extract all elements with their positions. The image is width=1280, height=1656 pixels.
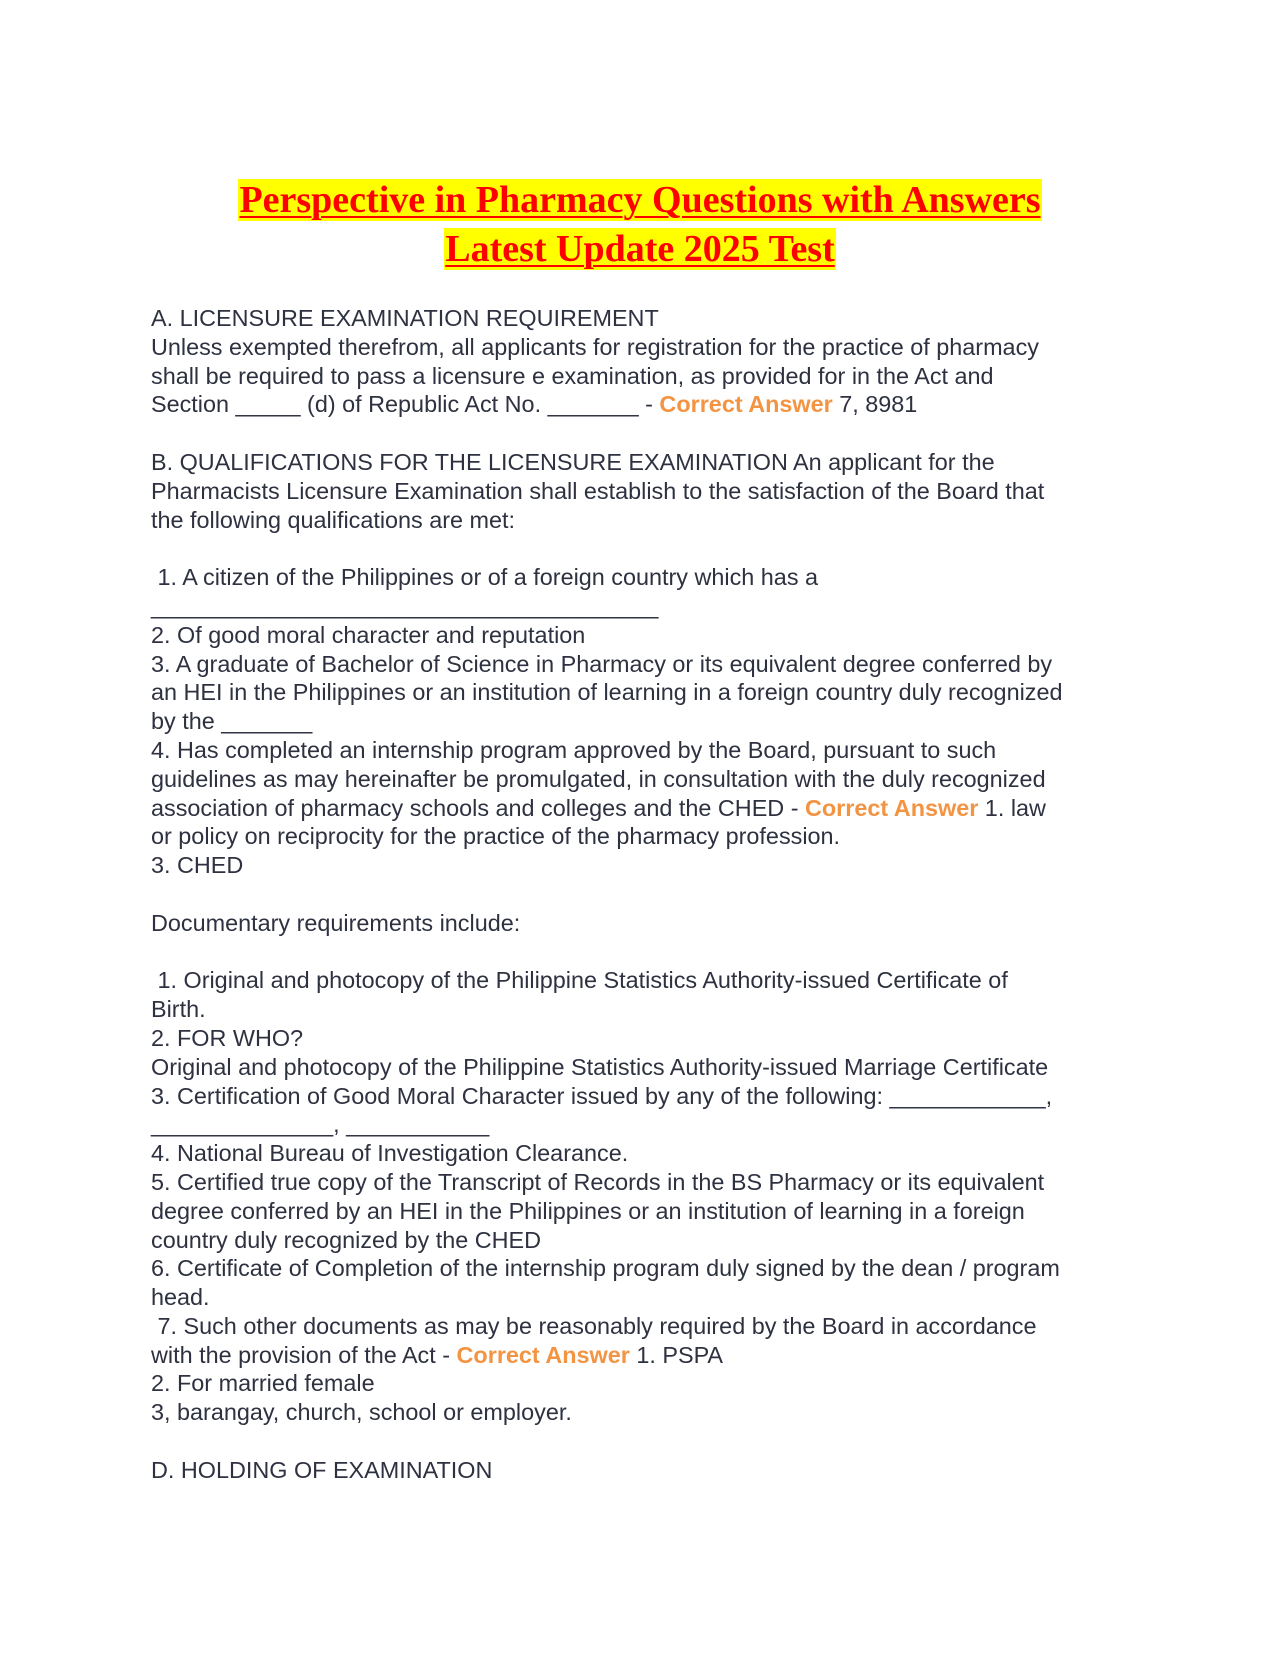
section-c-item: 6. Certificate of Completion of the internship program duly signed by the dean / program [151, 1255, 1060, 1282]
section-d-heading: D. HOLDING OF EXAMINATION [151, 1456, 493, 1483]
question-text: with the provision of the Act - [151, 1341, 457, 1368]
section-a-question-line: Unless exempted therefrom, all applicants for registration for the practice of pharmacy [151, 333, 1039, 360]
blank-line [151, 419, 1141, 448]
section-a-question-line: shall be required to pass a licensure e examination, as provided for in the Act and [151, 362, 994, 389]
section-b-item: 4. Has completed an internship program approved by the Board, pursuant to such [151, 736, 997, 763]
section-c-line: country duly recognized by the CHED [151, 1226, 542, 1253]
answer-text: 1. law [978, 794, 1046, 821]
title-line-2: Latest Update 2025 Test [445, 228, 835, 270]
section-b-item: 2. Of good moral character and reputation [151, 621, 586, 648]
section-c-line: Original and photocopy of the Philippine Statistics Authority-issued Marriage Certificate [151, 1053, 1049, 1080]
section-c-line: head. [151, 1284, 210, 1311]
document-body [151, 304, 1141, 1485]
section-b-line: an HEI in the Philippines or an institution of learning in a foreign country duly recognized [151, 679, 1063, 706]
section-c-item: 2. FOR WHO? [151, 1024, 304, 1051]
blank-line [151, 880, 1141, 909]
section-c-heading: Documentary requirements include: [151, 909, 521, 936]
section-c-item: 5. Certified true copy of the Transcript of Records in the BS Pharmacy or its equivalent [151, 1168, 1045, 1195]
correct-answer-label: Correct Answer [804, 794, 979, 821]
blank-line [151, 534, 1141, 563]
section-b-line: Pharmacists Licensure Examination shall establish to the satisfaction of the Board that [151, 477, 1045, 504]
section-b-blank-fill: _______________________________________ [151, 592, 659, 619]
section-b-line: guidelines as may hereinafter be promulgated, in consultation with the duly recognized [151, 765, 1046, 792]
section-b-heading: B. QUALIFICATIONS FOR THE LICENSURE EXAMINATION An applicant for the [151, 448, 995, 475]
title-line-1: Perspective in Pharmacy Questions with Answers [239, 179, 1041, 221]
correct-answer-label: Correct Answer [456, 1341, 630, 1368]
section-c-blank-fill: ______________, ___________ [151, 1111, 490, 1138]
section-c-answer-line [151, 1341, 1141, 1370]
section-c-answer-line: 2. For married female [151, 1370, 375, 1397]
section-b-answer-line [151, 794, 1141, 823]
section-a-heading: A. LICENSURE EXAMINATION REQUIREMENT [151, 305, 659, 331]
section-c-line: degree conferred by an HEI in the Philippines or an institution of learning in a foreign [151, 1197, 1025, 1224]
section-c-line: Birth. [151, 996, 206, 1023]
document-title [150, 176, 1130, 274]
blank-line [151, 1427, 1141, 1456]
section-c-item: 1. Original and photocopy of the Philippine Statistics Authority-issued Certificate of [151, 967, 1008, 994]
answer-text: 7, 8981 [832, 391, 918, 418]
question-text: Section _____ (d) of Republic Act No. _______ - [151, 391, 660, 418]
blank-line [151, 938, 1141, 967]
correct-answer-label: Correct Answer [659, 391, 833, 418]
question-text: association of pharmacy schools and colleges and the CHED - [151, 794, 805, 821]
section-b-answer-line: or policy on reciprocity for the practice of the pharmacy profession. [151, 823, 841, 850]
section-c-answer-line: 3, barangay, church, school or employer. [151, 1399, 572, 1426]
section-b-item: 3. A graduate of Bachelor of Science in Pharmacy or its equivalent degree conferred by [151, 650, 1053, 677]
section-c-item: 7. Such other documents as may be reasonably required by the Board in accordance [151, 1312, 1037, 1339]
section-b-line: by the _______ [151, 708, 313, 735]
answer-text: 1. PSPA [629, 1341, 724, 1368]
section-a-question-answer-line [151, 390, 1141, 419]
section-b-item: 1. A citizen of the Philippines or of a foreign country which has a [151, 564, 819, 591]
section-b-line: the following qualifications are met: [151, 506, 516, 533]
section-c-item: 3. Certification of Good Moral Character issued by any of the following: ____________, [151, 1082, 1053, 1109]
section-c-item: 4. National Bureau of Investigation Clearance. [151, 1140, 629, 1167]
section-b-answer-line: 3. CHED [151, 852, 244, 879]
